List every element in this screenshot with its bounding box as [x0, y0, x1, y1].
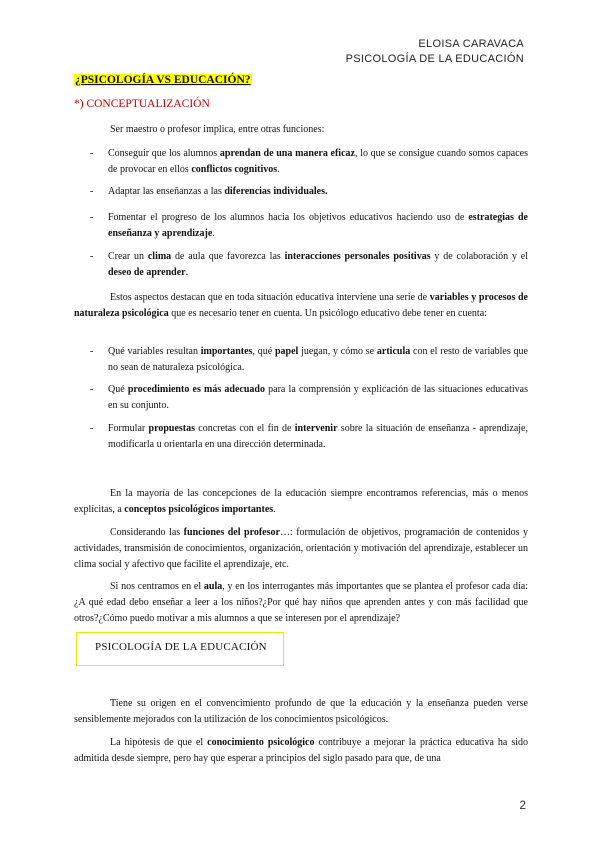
page-number: 2 — [519, 798, 526, 812]
bullet-dash: - — [90, 212, 94, 223]
document-title: ¿PSICOLOGÍA VS EDUCACIÓN? — [75, 74, 251, 86]
bullet-dash: - — [90, 346, 94, 357]
funciones-paragraph: Considerando las funciones del profesor…: formulación de objetivos, programación de contenidos y actividades, transmisión de conocimientos, organización, orientación y motivación del aprendizaje, establecer un clima social y afectivo que facilite el aprendizaje, etc. — [74, 527, 528, 570]
hipotesis-paragraph: La hipótesis de que el conocimiento psicológico contribuye a mejorar la práctica educativa ha sido admitida desde siempre, pero hay que esperar a principios del siglo pasado para que, de una — [74, 737, 528, 764]
section-heading: *) CONCEPTUALIZACIÓN — [74, 98, 210, 110]
list-item: Formular propuestas concretas con el fin de intervenir sobre la situación de enseñanza - aprendizaje, modificarla u orientarla en una dirección determinada. — [108, 423, 528, 450]
bullet-dash: - — [90, 384, 94, 395]
section-box-label: PSICOLOGÍA DE LA EDUCACIÓN — [95, 641, 267, 653]
section-box — [76, 632, 284, 666]
intro-paragraph: Ser maestro o profesor implica, entre otras funciones: — [110, 124, 325, 135]
concepciones-paragraph: En la mayoría de las concepciones de la educación siempre encontramos referencias, más o menos explícitas, a conceptos psicológicos importantes. — [74, 488, 528, 515]
bullet-dash: - — [90, 251, 94, 262]
list-item: Qué variables resultan importantes, qué papel juegan, y cómo se articula con el resto de variables que no sean de naturaleza psicológica. — [108, 346, 528, 373]
bullet-dash: - — [90, 186, 94, 197]
header-subject: PSICOLOGÍA DE LA EDUCACIÓN — [345, 53, 524, 65]
list-item: Adaptar las enseñanzas a las diferencias individuales. — [108, 186, 328, 197]
bullet-dash: - — [90, 423, 94, 434]
list-item: Conseguir que los alumnos aprendan de una manera eficaz, lo que se consigue cuando somos capaces de provocar en ellos conflictos cognitivos. — [108, 148, 528, 175]
aspects-paragraph: Estos aspectos destacan que en toda situación educativa interviene una serie de variables y procesos de naturaleza psicológica que es necesario tener en cuenta. Un psicólogo educativo debe tener en cuenta: — [74, 292, 528, 319]
bullet-dash: - — [90, 148, 94, 159]
header-author: ELOISA CARAVACA — [418, 38, 524, 50]
list-item: Fomentar el progreso de los alumnos hacia los objetivos educativos haciendo uso de estrategias de enseñanza y aprendizaje. — [108, 212, 528, 239]
origen-paragraph: Tiene su origen en el convencimiento profundo de que la educación y la enseñanza pueden verse sensiblemente mejorados con la utilización de los conocimientos psicológicos. — [74, 698, 528, 725]
aula-paragraph: Si nos centramos en el aula, y en los interrogantes más importantes que se plantea el profesor cada día: ¿A qué edad debo enseñar a leer a los niños?¿Por qué hay niños que aprenden antes y con más facilidad que otros?¿Cómo puedo motivar a mis alumnos a que se interesen por el aprendizaje? — [74, 581, 528, 624]
list-item: Qué procedimiento es más adecuado para la comprensión y explicación de las situaciones educativas en su conjunto. — [108, 384, 528, 411]
list-item: Crear un clima de aula que favorezca las interacciones personales positivas y de colaboración y el deseo de aprender. — [108, 251, 529, 278]
